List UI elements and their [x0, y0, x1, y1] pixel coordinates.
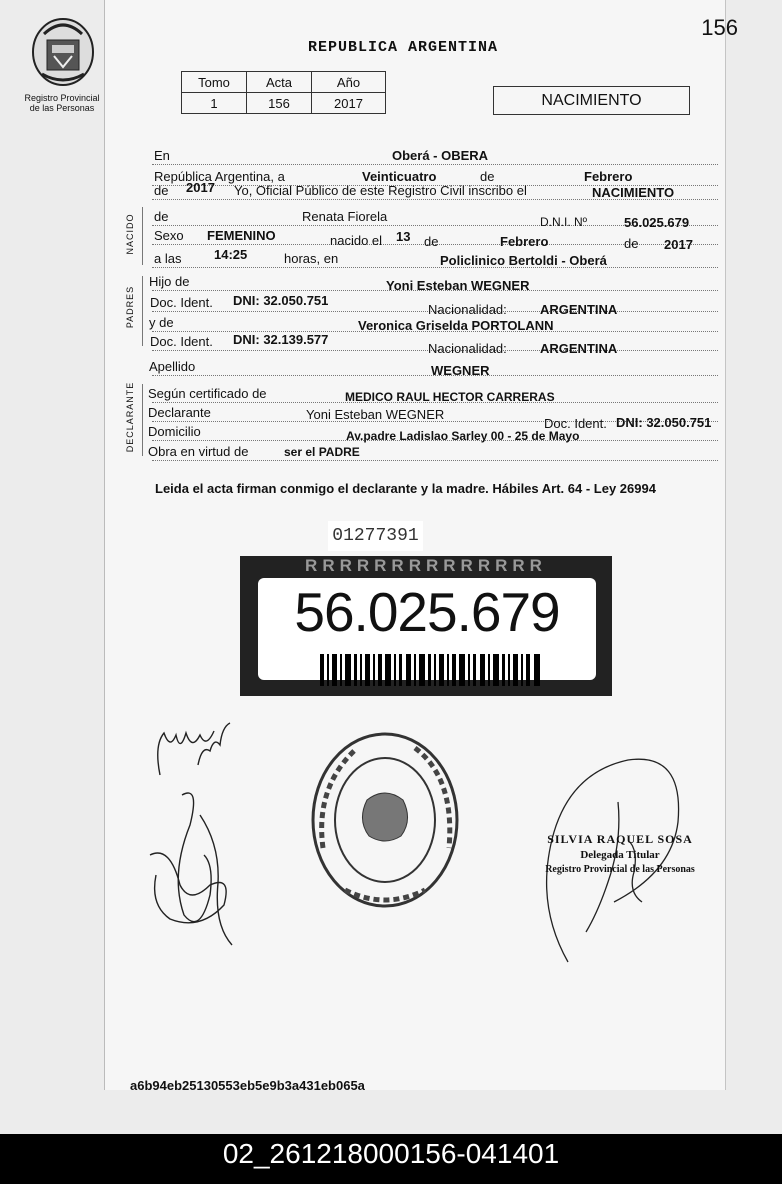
- tomo-value: 1: [182, 93, 247, 114]
- footer-code: 02_261218000156-041401: [0, 1134, 782, 1184]
- registry-name: Registro Provincial de las Personas: [24, 93, 100, 113]
- document-title: REPUBLICA ARGENTINA: [308, 39, 499, 56]
- document-hash: a6b94eb25130553eb5e9b3a431eb065a: [130, 1078, 365, 1093]
- record-word: NACIMIENTO: [592, 185, 675, 200]
- surname: WEGNER: [431, 363, 490, 378]
- sticker-pattern: RRRRRRRRRRRRRR: [305, 556, 547, 575]
- provincial-coat-of-arms: [30, 12, 96, 88]
- certificate-issuer: MEDICO RAUL HECTOR CARRERAS: [345, 390, 555, 404]
- sex: FEMENINO: [207, 228, 276, 243]
- father-nationality: ARGENTINA: [540, 302, 618, 317]
- mother-nationality: ARGENTINA: [540, 341, 618, 356]
- official-office: Registro Provincial de las Personas: [545, 864, 695, 875]
- acta-value: 156: [247, 93, 312, 114]
- mother-doc: DNI: 32.139.577: [233, 332, 329, 347]
- record-type-box: NACIMIENTO: [493, 86, 690, 115]
- row-obra: Obra en virtud de ser el PADRE: [152, 443, 718, 461]
- year: 2017: [186, 180, 215, 195]
- anio-header: Año: [312, 72, 386, 93]
- barcode: [320, 654, 540, 686]
- tomo-header: Tomo: [182, 72, 247, 93]
- official-stamp: [535, 832, 705, 875]
- row-apellido: Apellido WEGNER: [152, 358, 718, 376]
- official-role: Delegada Titular: [580, 849, 660, 861]
- anio-value: 2017: [312, 93, 386, 114]
- row-father-doc: Doc. Ident. DNI: 32.050.751 Nacionalidad: ARGENTINA: [152, 294, 718, 312]
- row-mother-doc: Doc. Ident. DNI: 32.139.577 Nacionalidad: ARGENTINA: [152, 333, 718, 351]
- birth-year: 2017: [664, 237, 693, 252]
- register-table: [181, 71, 386, 114]
- mother-name: Veronica Griselda PORTOLANN: [358, 318, 554, 333]
- obra-reason: ser el PADRE: [284, 445, 360, 459]
- official-name: SILVIA RAQUEL SOSA: [547, 832, 693, 846]
- row-domicilio: Domicilio Av.padre Ladislao Sarley 00 - 25 de Mayo: [152, 423, 718, 441]
- row-en: En Oberá - OBERA: [152, 147, 718, 165]
- row-y-de: y de Veronica Griselda PORTOLANN: [152, 314, 718, 332]
- locality: Oberá - OBERA: [392, 148, 489, 163]
- birth-time: 14:25: [214, 247, 248, 262]
- section-padres: PADRES: [120, 276, 143, 346]
- father-doc: DNI: 32.050.751: [233, 293, 329, 308]
- child-name: Renata Fiorela: [302, 209, 388, 224]
- declarant-signature: [140, 705, 250, 955]
- declarant-doc: DNI: 32.050.751: [616, 415, 712, 430]
- birth-day: 13: [396, 229, 411, 244]
- address: Av.padre Ladislao Sarley 00 - 25 de Mayo: [346, 429, 580, 443]
- father-name: Yoni Esteban WEGNER: [386, 278, 530, 293]
- official-seal: [305, 728, 465, 913]
- declarant-name: Yoni Esteban WEGNER: [306, 407, 445, 422]
- section-declarante: DECLARANTE: [120, 384, 143, 456]
- child-dni: 56.025.679: [624, 215, 690, 230]
- month: Febrero: [584, 169, 633, 184]
- row-hijo-de: Hijo de Yoni Esteban WEGNER: [152, 273, 718, 291]
- birth-month: Febrero: [500, 234, 549, 249]
- row-declarante: Declarante Yoni Esteban WEGNER Doc. Ident. DNI: 32.050.751: [152, 404, 718, 422]
- sticker-number: 56.025.679: [294, 581, 560, 643]
- row-sexo: Sexo FEMENINO nacido el 13 de Febrero de 2017: [152, 227, 718, 245]
- serial-number: 01277391: [328, 521, 423, 551]
- row-republica: República Argentina, a Veinticuatro de Febrero: [152, 168, 718, 186]
- closing-note: Leida el acta firman conmigo el declarante y la madre. Hábiles Art. 64 - Ley 26994: [155, 481, 656, 496]
- acta-header: Acta: [247, 72, 312, 93]
- id-sticker: [240, 556, 612, 696]
- day-words: Veinticuatro: [362, 169, 437, 184]
- birth-place: Policlinico Bertoldi - Oberá: [440, 253, 607, 268]
- row-year: de 2017 Yo, Oficial Público de este Registro Civil inscribo el NACIMIENTO: [152, 182, 718, 200]
- row-nacido-name: de Renata Fiorela D.N.I. Nº 56.025.679: [152, 208, 718, 226]
- page-number: 156: [701, 15, 738, 40]
- row-certificado: Según certificado de MEDICO RAUL HECTOR CARRERAS: [152, 385, 718, 403]
- sticker-label: [258, 578, 596, 680]
- row-hora: a las 14:25 horas, en Policlinico Bertoldi - Oberá: [152, 250, 718, 268]
- section-nacido: NACIDO: [120, 207, 143, 265]
